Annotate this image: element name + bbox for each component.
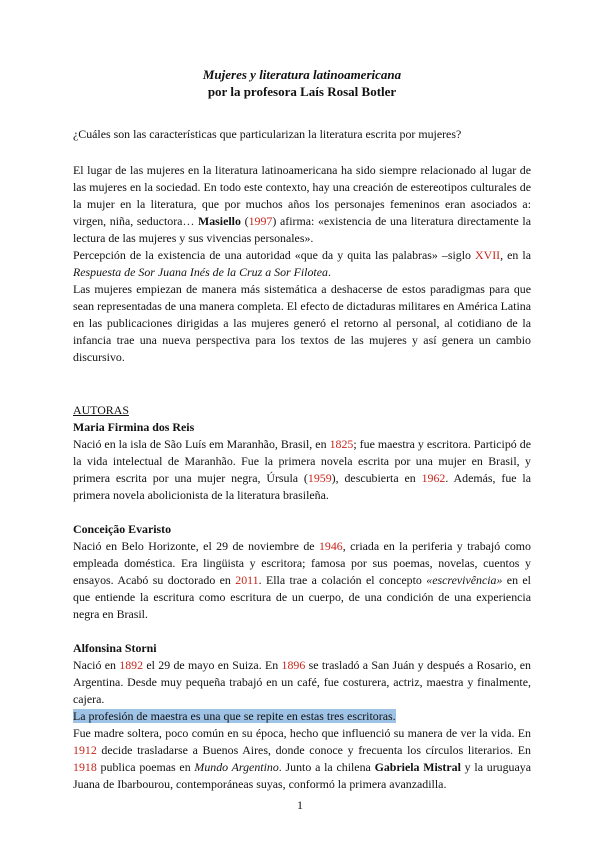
author-name: Conceição Evaristo <box>73 522 172 536</box>
year: 2011 <box>235 573 259 587</box>
author-section-evaristo <box>73 521 531 623</box>
bio-text: Nació en <box>73 658 120 672</box>
bio-text: publica poemas en <box>96 760 195 774</box>
section-heading <box>73 402 531 419</box>
bio-text: y la uruguaya Juana de Ibarbourou, contemporáneas suyas, conformó la primera avanzadilla. <box>73 760 531 791</box>
year: 1918 <box>73 760 97 774</box>
bio-text: , criada en la periferia y trabajó como empleada doméstica. Era lingüista y escritora; famosa por sus poemas, novelas, cuentos y ensayos. Acabó su doctorado en <box>73 539 531 587</box>
intro-text: ( <box>240 214 249 228</box>
bio-text: Nació en Belo Horizonte, el 29 de noviembre de <box>73 539 319 553</box>
section-heading-text: AUTORAS <box>73 403 129 417</box>
title-block <box>73 66 531 100</box>
author-citation: Masiello <box>198 214 241 228</box>
author-bio <box>73 436 531 504</box>
year: 1962 <box>421 471 446 485</box>
year: 1825 <box>329 437 354 451</box>
opening-question: ¿Cuáles son las características que particularizan la literatura escrita por mujeres? <box>73 127 462 141</box>
bio-text: en el que entiende la escritura como escritura de un cuerpo, de una condición de una experiencia negra en Brasil. <box>73 573 531 621</box>
bio-text: Fue madre soltera, poco común en su época, hecho que influenció su manera de ver la vida. En <box>73 726 531 740</box>
bio-text: . Junto a la chilena <box>278 760 375 774</box>
intro-text: ) afirma: «existencia de una literatura directamente la lectura de las mujeres y sus vivencias personales». <box>73 214 531 245</box>
intro-text: Percepción de la existencia de una autoridad «que da y quita las palabras» –siglo <box>73 248 476 262</box>
bio-text: . Además, fue la primera novela abolicionista de la literatura brasileña. <box>73 471 532 502</box>
author-bio <box>73 538 531 623</box>
work-title: Respuesta de Sor Juana Inés de la Cruz a Sor Filotea <box>73 265 328 279</box>
author-name: Maria Firmina dos Reis <box>73 420 195 434</box>
bio-text: ; fue maestra y escritora. Participó de la vida intelectual de Maranhão. Fue la primera novela escrita por una mujer en Brasil, y primera escrita por una mujer negra, Úrsula ( <box>73 437 531 485</box>
intro-text: El lugar de las mujeres en la literatura latinoamericana ha sido siempre relacionado al lugar de las mujeres en la sociedad. En todo este contexto, hay una creación de estereotipos culturales de la mujer en la literatura, que por muchos años los personajes femeninos eran asociados a: virgen, niña, seductora… <box>73 163 531 228</box>
intro-paragraph-1 <box>73 162 531 247</box>
author-name: Alfonsina Storni <box>73 641 157 655</box>
author-mention: Gabriela Mistral <box>374 760 461 774</box>
author-bio-continued <box>73 725 531 793</box>
document-subtitle: por la profesora Laís Rosal Botler <box>207 84 397 99</box>
bio-text: Nació en la isla de São Luís em Maranhão, Brasil, en <box>73 437 330 451</box>
year: 1912 <box>73 743 97 757</box>
year: 1892 <box>119 658 144 672</box>
year: 1997 <box>248 214 273 228</box>
page-number: 1 <box>297 798 303 812</box>
work-title: Mundo Argentino <box>194 760 279 774</box>
bio-text: ), descubierta en <box>331 471 422 485</box>
highlighted-text[interactable]: La profesión de maestra es una que se repite en estas tres escritoras. <box>73 709 396 723</box>
bio-text: decide trasladarse a Buenos Aires, donde conoce y frecuenta los círculos literarios. En <box>96 743 531 757</box>
author-section-reis <box>73 419 531 504</box>
author-section-storni <box>73 640 531 793</box>
year: 1959 <box>307 471 332 485</box>
page-content <box>73 66 531 793</box>
intro-text: , en la <box>500 248 531 262</box>
highlighted-line <box>73 708 531 725</box>
author-bio <box>73 657 531 708</box>
intro-text: . <box>327 265 331 279</box>
year: 1896 <box>281 658 306 672</box>
century: XVII <box>475 248 501 262</box>
year: 1946 <box>318 539 343 553</box>
document-title: Mujeres y literatura latinoamericana <box>202 67 402 82</box>
bio-text: se trasladó a San Juán y después a Rosario, en Argentina. Desde muy pequeña trabajó en un café, fue costurera, actriz, maestra y finalmente, cajera. <box>73 658 532 706</box>
bio-text: el 29 de mayo en Suiza. En <box>143 658 282 672</box>
intro-paragraph-2 <box>73 247 531 281</box>
intro-paragraph-3: Las mujeres empiezan de manera más sistemática a deshacerse de estos paradigmas para que sean representadas de una manera completa. El efecto de dictaduras militares en América Latina en las publicaciones dirigidas a las mujeres generó el retorno al personal, al cotidiano de la infancia trae una nueva perspectiva para los textos de las mujeres y así genera un cambio discursivo. <box>73 282 531 364</box>
concept-term: «escrevivência» <box>426 573 503 587</box>
bio-text: . Ella trae a colación el concepto <box>258 573 427 587</box>
